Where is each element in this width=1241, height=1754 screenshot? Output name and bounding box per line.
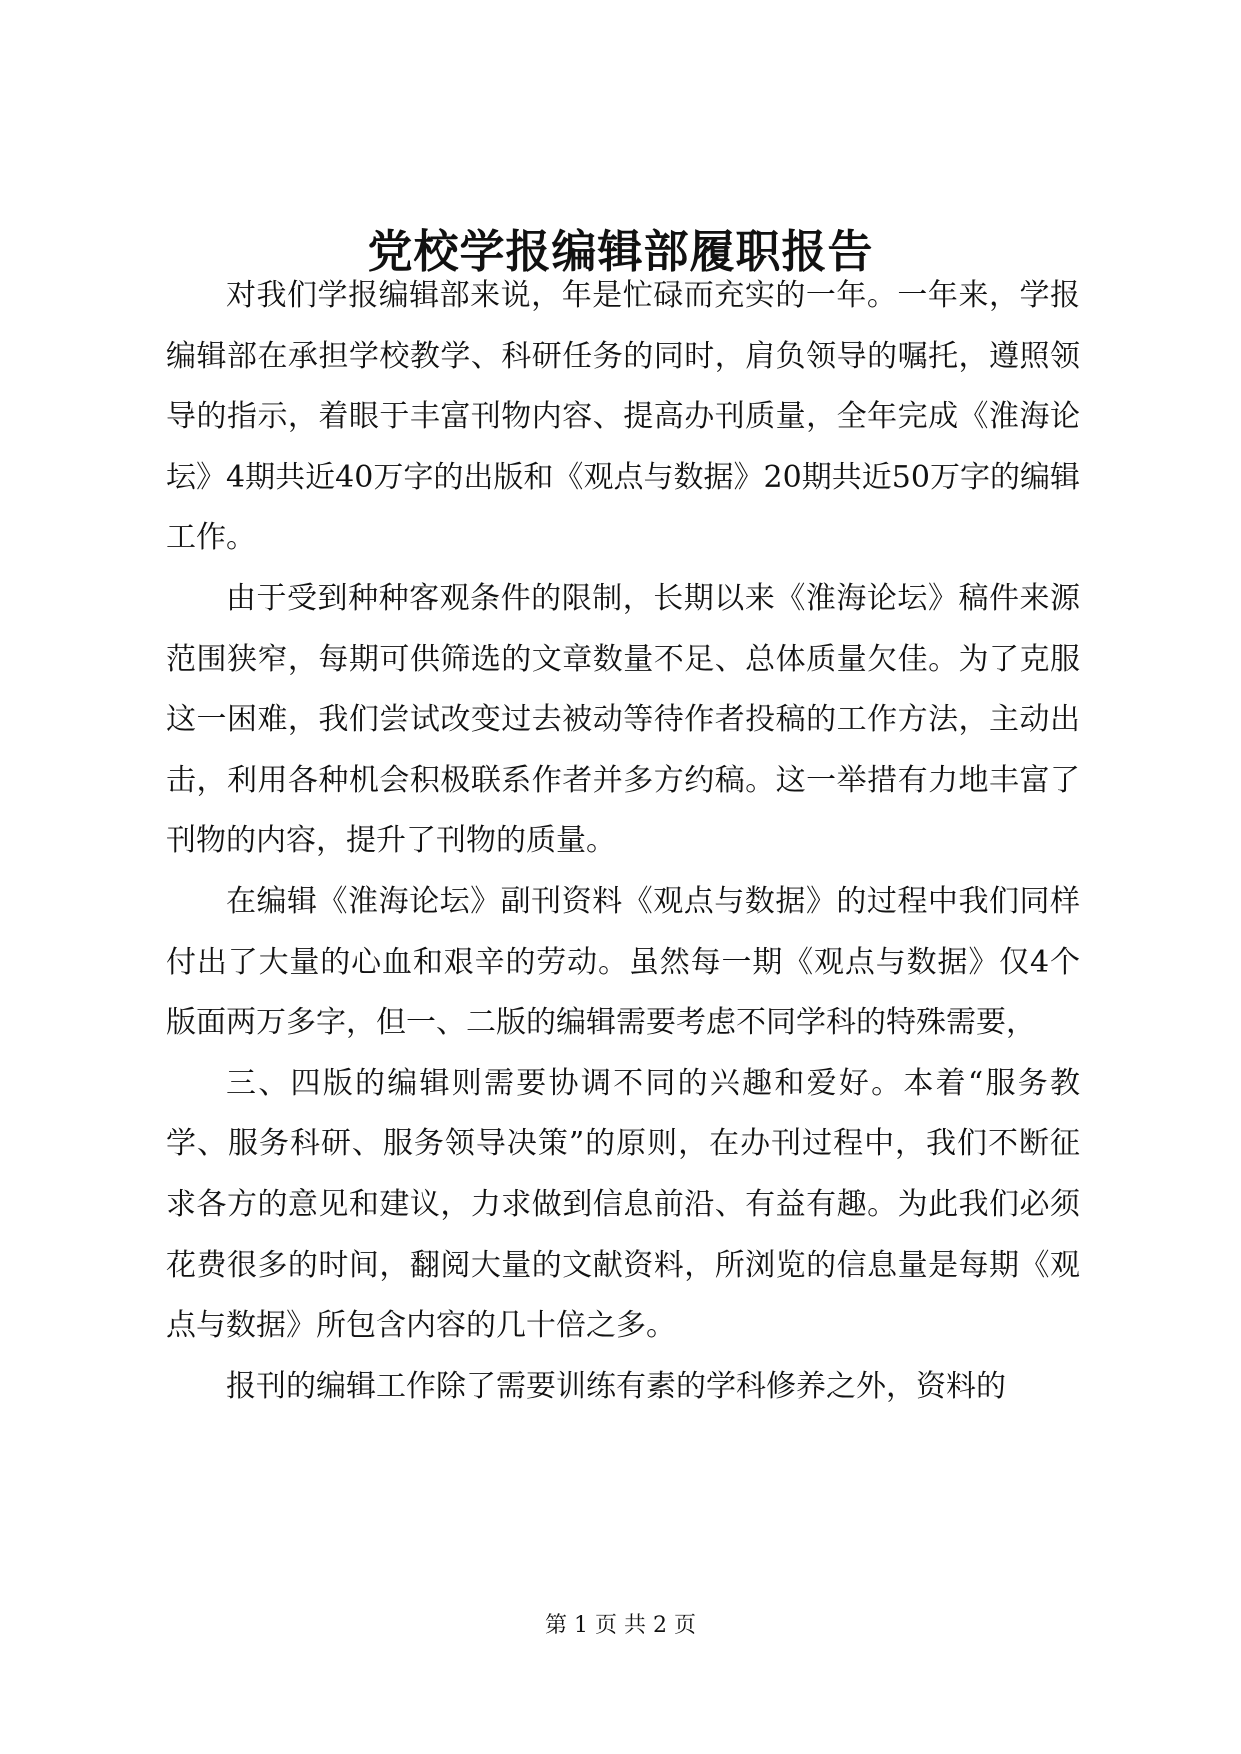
document-title: 党校学报编辑部履职报告 <box>367 225 874 278</box>
paragraph-1: 对我们学报编辑部来说，年是忙碌而充实的一年。一年来，学报编辑部在承担学校教学、科研任务的同时，肩负领导的嘱托，遵照领导的指示，着眼于丰富刊物内容、提高办刊质量，全年完成《淮海论坛》4期共近40万字的出版和《观点与数据》20期共近50万字的编辑工作。 <box>166 278 1080 556</box>
paragraph-4: 三、四版的编辑则需要协调不同的兴趣和爱好。本着“服务教学、服务科研、服务领导决策”的原则，在办刊过程中，我们不断征求各方的意见和建议，力求做到信息前沿、有益有趣。为此我们必须花费很多的时间，翻阅大量的文献资料，所浏览的信息量是每期《观点与数据》所包含内容的几十倍之多。 <box>166 1065 1080 1344</box>
paragraph-3: 在编辑《淮海论坛》副刊资料《观点与数据》的过程中我们同样付出了大量的心血和艰辛的劳动。虽然每一期《观点与数据》仅4个版面两万多字，但一、二版的编辑需要考虑不同学科的特殊需要， <box>166 883 1080 1041</box>
document-body <box>166 266 1080 1417</box>
paragraph-5: 报刊的编辑工作除了需要训练有素的学科修养之外，资料的 <box>226 1368 1006 1404</box>
page-number-footer: 第 1 页 共 2 页 <box>545 1613 696 1638</box>
paragraph-2: 由于受到种种客观条件的限制，长期以来《淮海论坛》稿件来源范围狭窄，每期可供筛选的文章数量不足、总体质量欠佳。为了克服这一困难，我们尝试改变过去被动等待作者投稿的工作方法，主动出击，利用各种机会积极联系作者并多方约稿。这一举措有力地丰富了刊物的内容，提升了刊物的质量。 <box>166 580 1080 859</box>
